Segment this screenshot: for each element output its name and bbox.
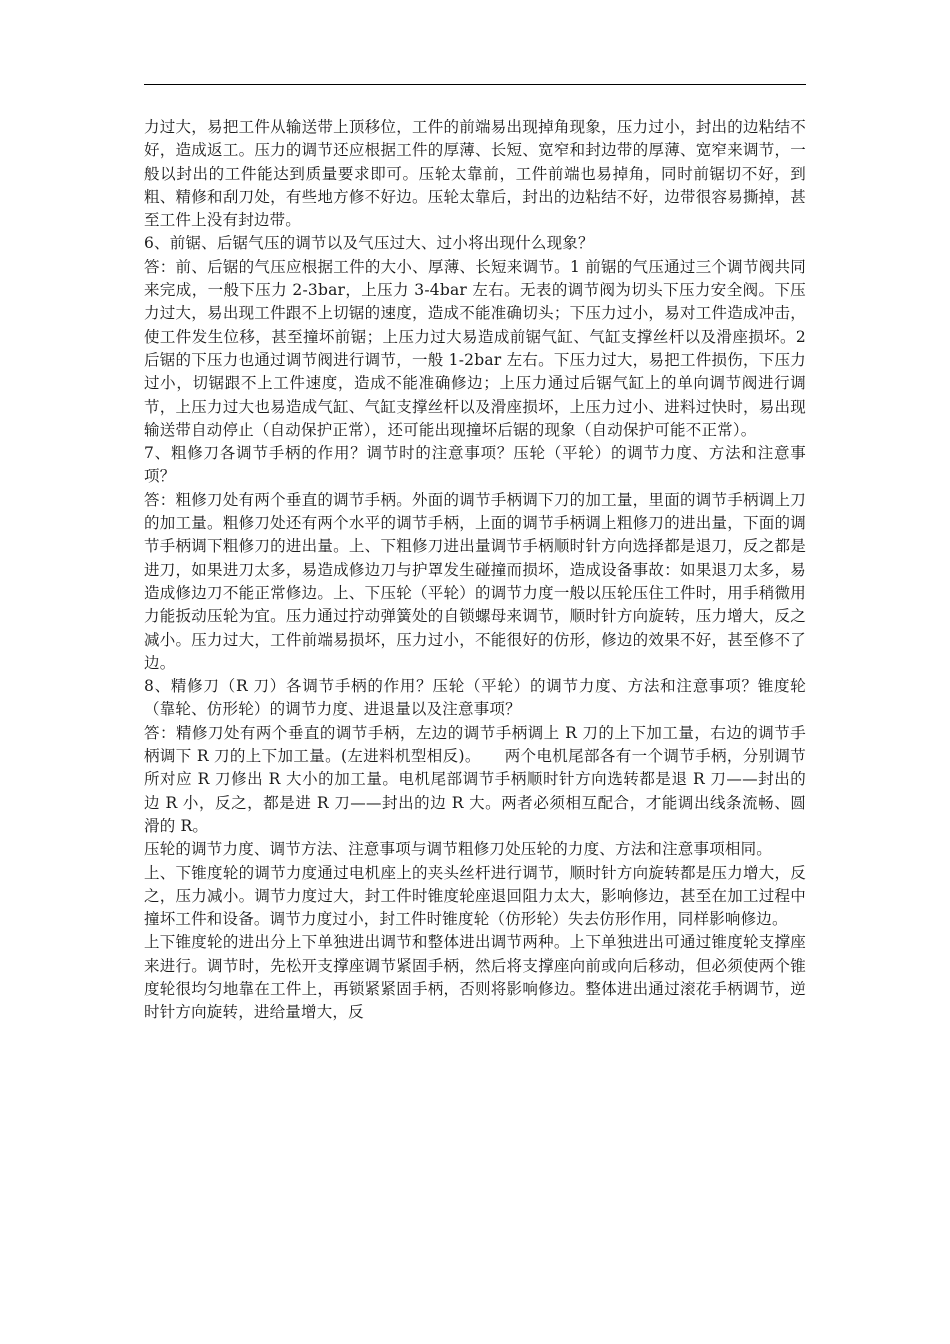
answer-8-paragraph: 答：精修刀处有两个垂直的调节手柄，左边的调节手柄调上 R 刀的上下加工量，右边的调节手柄调下 R 刀的上下加工量。(左进料机型相反)。 两个电机尾部各有一个调节手柄，分别调节所对应 R 刀修出 R 大小的加工量。电机尾部调节手柄顺时针方向选转都是退 R 刀——封出的边 R 小，反之，都是进 R 刀——封出的边 R 大。两者必须相互配合，才能调出线条流畅、圆滑的 R。 [144,723,806,835]
header-rule [144,84,806,85]
taper-wheel-feed-paragraph: 上下锥度轮的进出分上下单独进出调节和整体进出调节两种。上下单独进出可通过锥度轮支撑座来进行。调节时，先松开支撑座调节紧固手柄，然后将支撑座向前或向后移动，但必须使两个锥度轮很均匀地靠在工件上，再锁紧紧固手柄，否则将影响修边。整体进出通过滚花手柄调节，逆时针方向旋转，进给量增大，反 [144,933,806,1022]
pressure-wheel-note-paragraph: 压轮的调节力度、调节方法、注意事项与调节粗修刀处压轮的力度、方法和注意事项相同。 [144,840,773,859]
answer-6-paragraph: 答：前、后锯的气压应根据工件的大小、厚薄、长短来调节。1 前锯的气压通过三个调节阀共同来完成，一般下压力 2-3bar，上压力 3-4bar 左右。无表的调节阀为切头下压力安全阀。下压力过大，易出现工件跟不上切锯的速度，造成不能准确切头；下压力过小，易对工件造成冲击，使工件发生位移，甚至撞坏前锯；上压力过大易造成前锯气缸、气缸支撑丝杆以及滑座损坏。2 后锯的下压力也通过调节阀进行调节，一般 1-2bar 左右。下压力过大，易把工件损伤，下压力过小，切锯跟不上工件速度，造成不能准确修边；上压力通过后锯气缸上的单向调节阀进行调节，上压力过大也易造成气缸、气缸支撑丝杆以及滑座损坏，上压力过小、进料过快时，易出现输送带自动停止（自动保护正常），还可能出现撞坏后锯的现象（自动保护可能不正常）。 [144,257,806,439]
document-body [144,116,806,1025]
answer-7-paragraph: 答：粗修刀处有两个垂直的调节手柄。外面的调节手柄调下刀的加工量，里面的调节手柄调上刀的加工量。粗修刀处还有两个水平的调节手柄，上面的调节手柄调上粗修刀的进出量，下面的调节手柄调下粗修刀的进出量。上、下粗修刀进出量调节手柄顺时针方向选择都是退刀，反之都是进刀，如果进刀太多，易造成修边刀与护罩发生碰撞而损坏，造成设备事故：如果退刀太多，易造成修边刀不能正常修边。上、下压轮（平轮）的调节力度一般以压轮压住工件时，用手稍微用力能扳动压轮为宜。压力通过拧动弹簧处的自锁螺母来调节，顺时针方向旋转，压力增大，反之减小。压力过大，工件前端易损坏，压力过小，不能很好的仿形，修边的效果不好，甚至修不了边。 [144,490,806,672]
taper-wheel-force-paragraph: 上、下锥度轮的调节力度通过电机座上的夹头丝杆进行调节，顺时针方向旋转都是压力增大，反之，压力减小。调节力度过大，封工件时锥度轮座退回阻力太大，影响修边，甚至在加工过程中撞坏工件和设备。调节力度过小，封工件时锥度轮（仿形轮）失去仿形作用，同样影响修边。 [144,863,806,929]
question-7-heading: 7、粗修刀各调节手柄的作用？调节时的注意事项？压轮（平轮）的调节力度、方法和注意事项？ [144,444,806,486]
paragraph-pressure-wheel-continued: 力过大，易把工件从输送带上顶移位，工件的前端易出现掉角现象，压力过小，封出的边粘结不好，造成返工。压力的调节还应根据工件的厚薄、长短、宽窄和封边带的厚薄、宽窄来调节，一般以封出的工件能达到质量要求即可。压轮太靠前，工件前端也易掉角，同时前锯切不好，到粗、精修和刮刀处，有些地方修不好边。压轮太靠后，封出的边粘结不好，边带很容易撕掉，甚至工件上没有封边带。 [144,118,806,230]
question-8-heading: 8、精修刀（R 刀）各调节手柄的作用？压轮（平轮）的调节力度、方法和注意事项？锥度轮（靠轮、仿形轮）的调节力度、进退量以及注意事项？ [144,677,806,719]
question-6-heading: 6、前锯、后锯气压的调节以及气压过大、过小将出现什么现象？ [144,234,594,253]
